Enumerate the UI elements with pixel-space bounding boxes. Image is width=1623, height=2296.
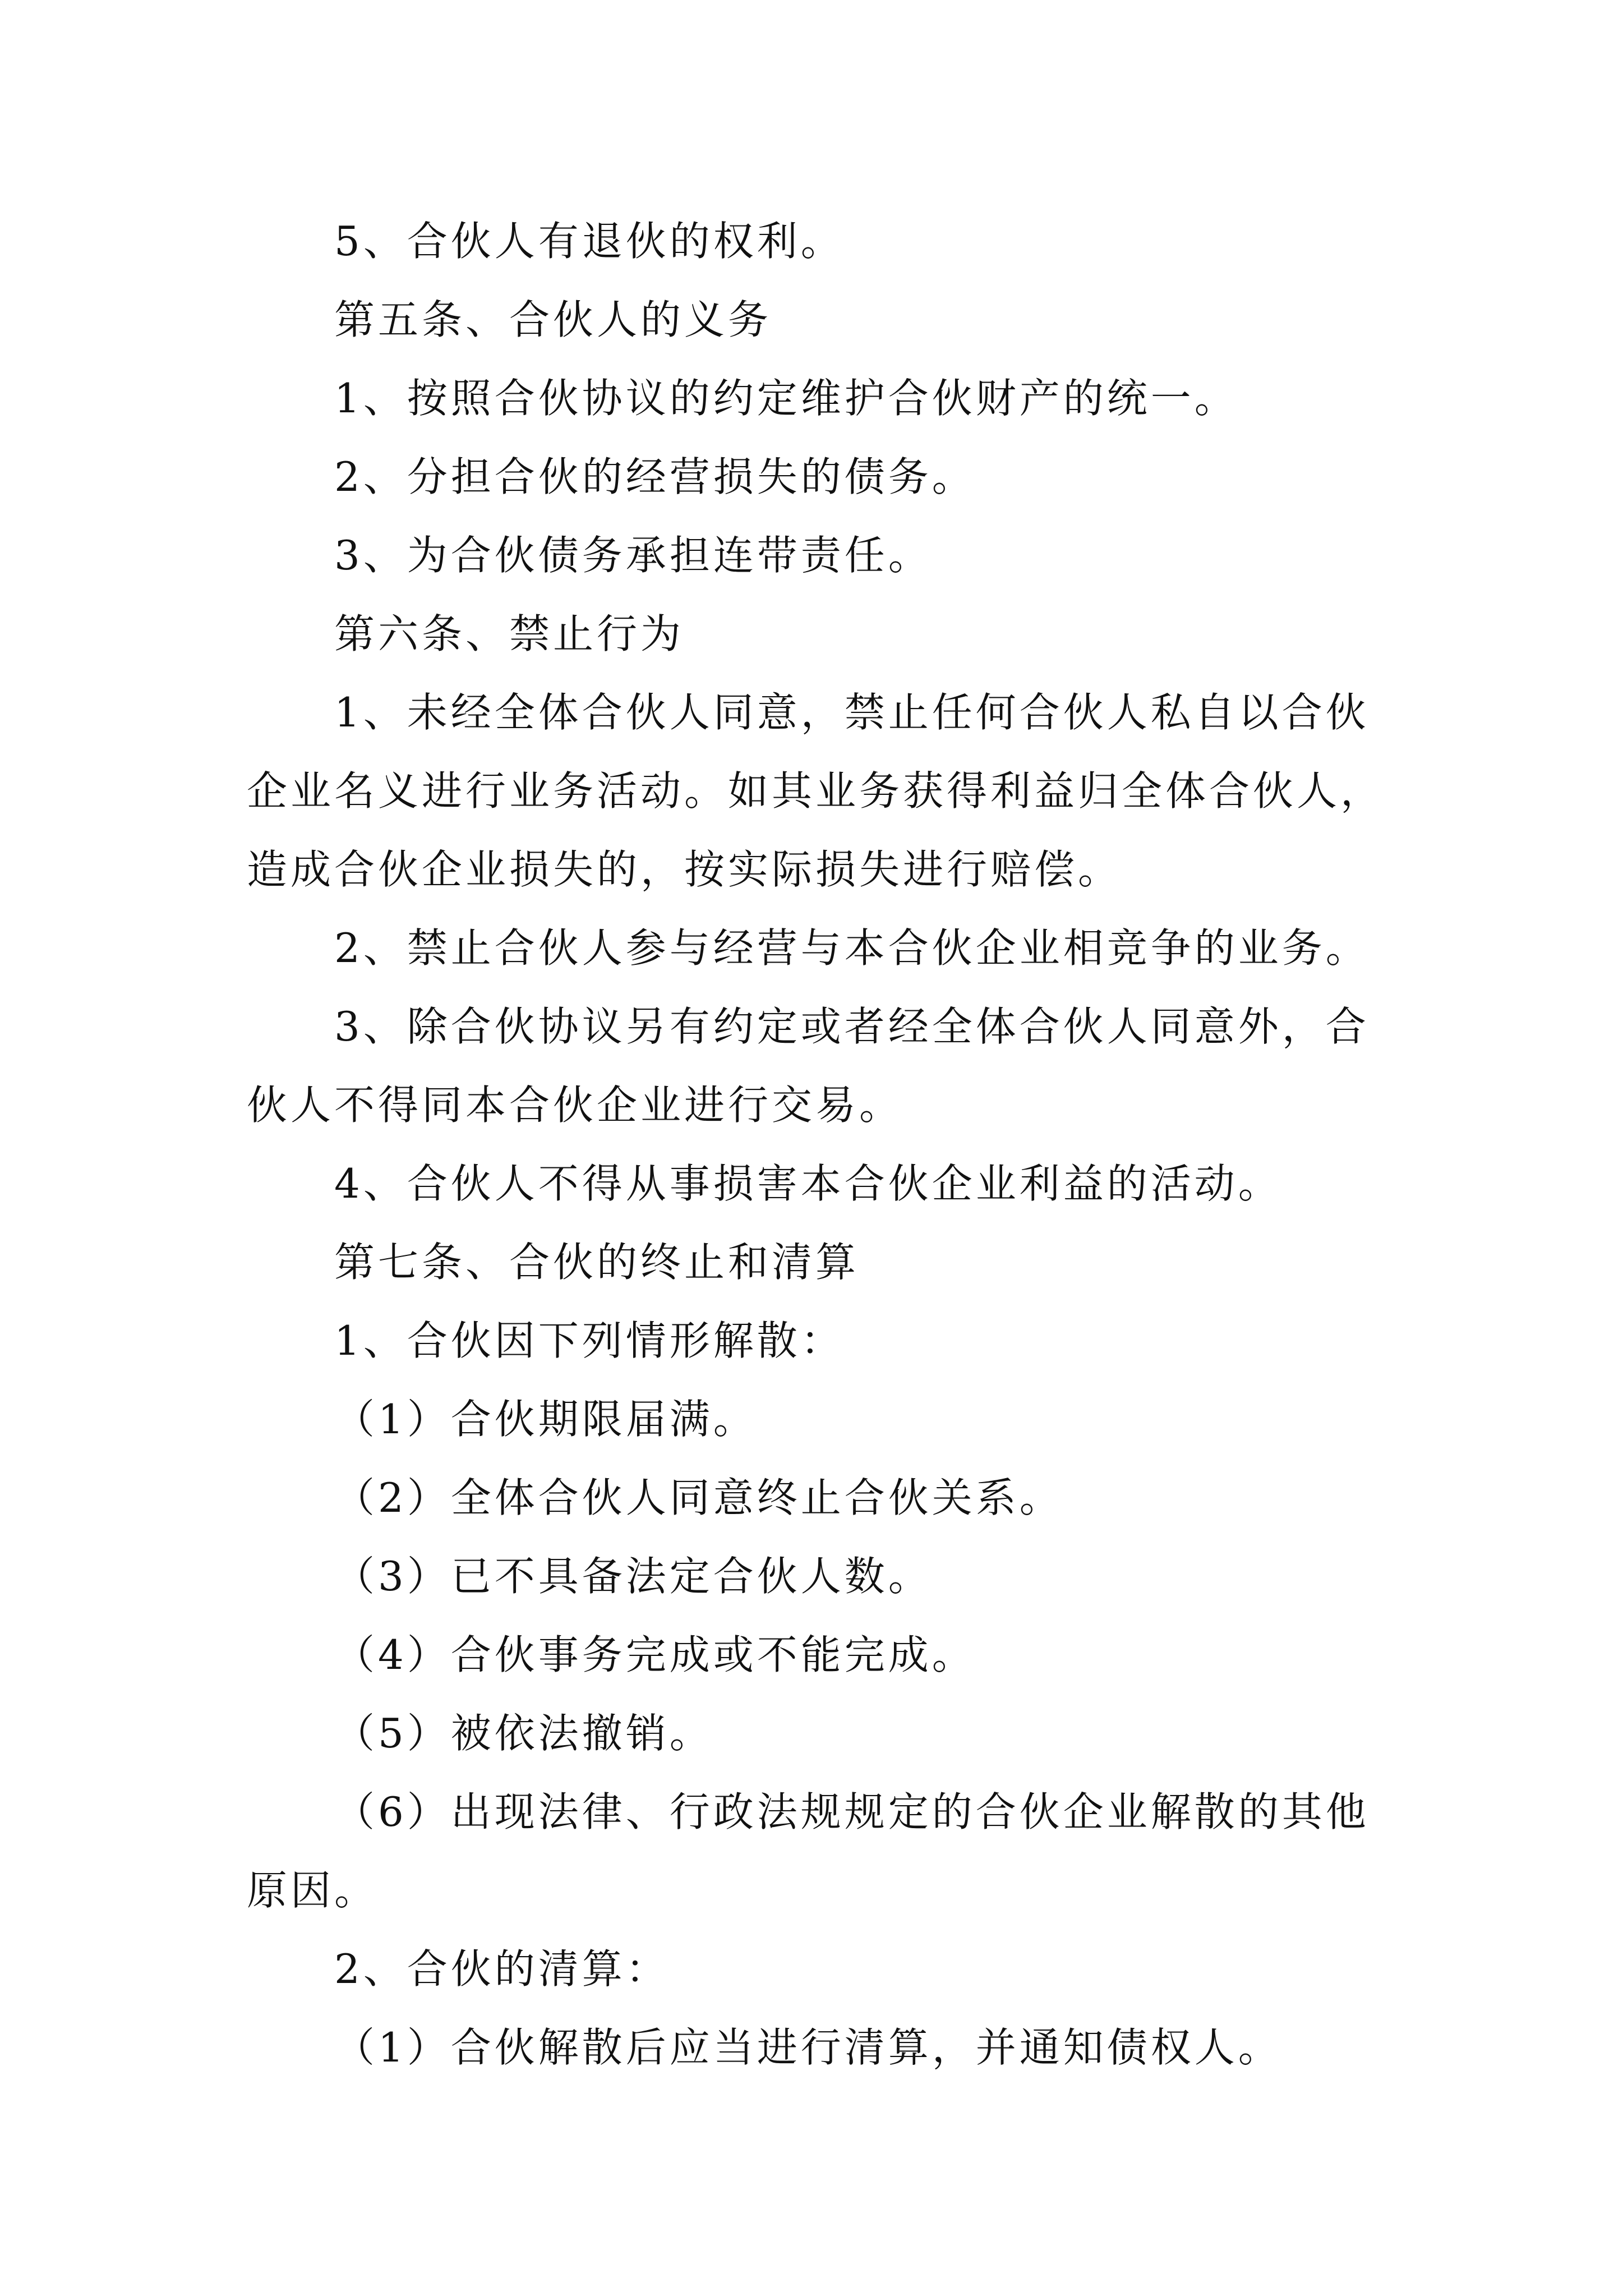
dissolution-case-5: （5）被依法撤销。 bbox=[334, 1710, 713, 1757]
article-5-item-1: 1、按照合伙协议的约定维护合伙财产的统一。 bbox=[334, 375, 1238, 422]
article-6-item-3-line-1: 3、除合伙协议另有约定或者经全体合伙人同意外，合 bbox=[334, 1003, 1370, 1050]
dissolution-case-6-line-1: （6）出现法律、行政法规规定的合伙企业解散的其他 bbox=[334, 1788, 1370, 1835]
article-6-item-2: 2、禁止合伙人参与经营与本合伙企业相竞争的业务。 bbox=[334, 924, 1370, 972]
article-7-item-1: 1、合伙因下列情形解散： bbox=[334, 1317, 845, 1364]
article-7-heading: 第七条、合伙的终止和清算 bbox=[334, 1239, 860, 1286]
dissolution-case-4: （4）合伙事务完成或不能完成。 bbox=[334, 1631, 976, 1678]
article-5-heading: 第五条、合伙人的义务 bbox=[334, 296, 772, 343]
dissolution-case-1: （1）合伙期限届满。 bbox=[334, 1396, 757, 1443]
article-6-item-1-line-2: 企业名义进行业务活动。如其业务获得利益归全体合伙人， bbox=[247, 767, 1385, 815]
article-6-item-3-line-2: 伙人不得同本合伙企业进行交易。 bbox=[247, 1082, 903, 1129]
liquidation-step-1: （1）合伙解散后应当进行清算，并通知债权人。 bbox=[334, 2024, 1282, 2071]
dissolution-case-6-line-2: 原因。 bbox=[247, 1867, 379, 1914]
dissolution-case-3: （3）已不具备法定合伙人数。 bbox=[334, 1553, 932, 1600]
article-6-item-1-line-3: 造成合伙企业损失的，按实际损失进行赔偿。 bbox=[247, 846, 1122, 893]
article-7-item-2: 2、合伙的清算： bbox=[334, 1945, 670, 1993]
article-6-heading: 第六条、禁止行为 bbox=[334, 610, 685, 657]
article-6-item-1-line-1: 1、未经全体合伙人同意，禁止任何合伙人私自以合伙 bbox=[334, 689, 1370, 736]
article-6-item-4: 4、合伙人不得从事损害本合伙企业利益的活动。 bbox=[334, 1160, 1282, 1207]
clause-5-right-to-withdraw: 5、合伙人有退伙的权利。 bbox=[334, 218, 845, 265]
article-5-item-2: 2、分担合伙的经营损失的债务。 bbox=[334, 453, 976, 500]
dissolution-case-2: （2）全体合伙人同意终止合伙关系。 bbox=[334, 1474, 1063, 1521]
article-5-item-3: 3、为合伙债务承担连带责任。 bbox=[334, 532, 932, 579]
